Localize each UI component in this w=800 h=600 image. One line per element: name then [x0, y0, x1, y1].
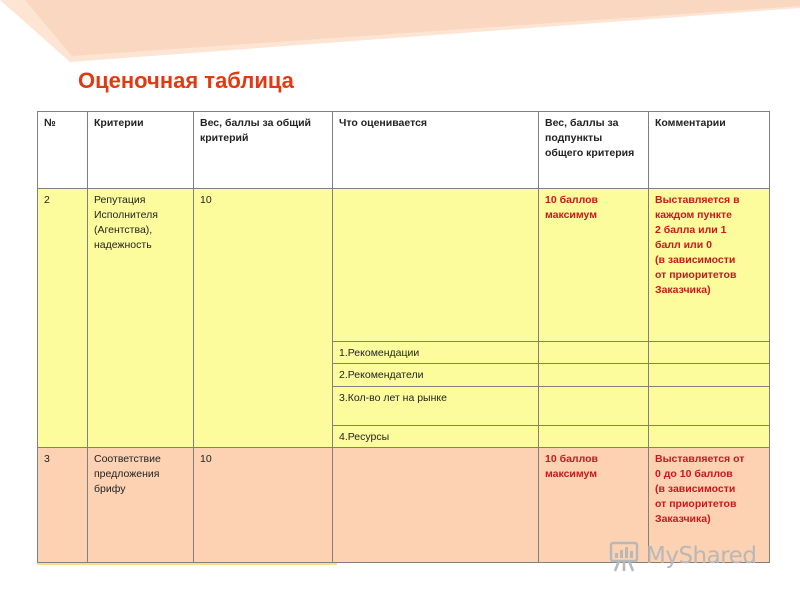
- empty-cell: [649, 342, 770, 364]
- section2-sub-weight: 10 баллов максимум: [539, 189, 649, 342]
- header-number: №: [38, 112, 88, 189]
- header-comments: Комментарии: [649, 112, 770, 189]
- subitem-cell: 1.Рекомендации: [333, 342, 539, 364]
- decorative-bottom-line: [37, 563, 337, 565]
- empty-cell: [539, 426, 649, 448]
- section2-criteria: Репутация Исполнителя (Агентства), надежность: [88, 189, 194, 448]
- empty-cell: [649, 364, 770, 387]
- header-criteria: Критерии: [88, 112, 194, 189]
- table-row: [38, 189, 770, 342]
- section2-what: [333, 189, 539, 342]
- presentation-board-icon: [607, 539, 641, 573]
- evaluation-table: [37, 111, 770, 563]
- header-sub-weight: Вес, баллы за подпункты общего критерия: [539, 112, 649, 189]
- section3-number: 3: [38, 448, 88, 563]
- empty-cell: [649, 426, 770, 448]
- header-what: Что оценивается: [333, 112, 539, 189]
- section3-criteria: Соответствие предложения брифу: [88, 448, 194, 563]
- section3-weight: 10: [194, 448, 333, 563]
- watermark-text: MyShared: [646, 543, 757, 569]
- header-weight: Вес, баллы за общий критерий: [194, 112, 333, 189]
- section2-number: 2: [38, 189, 88, 448]
- decorative-header-band: [0, 0, 800, 70]
- subitem-cell: 4.Ресурсы: [333, 426, 539, 448]
- slide-title: Оценочная таблица: [78, 68, 294, 93]
- section3-what: [333, 448, 539, 563]
- section3-comment: Выставляется от 0 до 10 баллов (в зависимости от приоритетов Заказчика): [649, 448, 770, 563]
- empty-cell: [539, 387, 649, 426]
- section2-comment: Выставляется в каждом пункте 2 балла или 1 балл или 0 (в зависимости от приоритетов Заказчика): [649, 189, 770, 342]
- section2-weight: 10: [194, 189, 333, 448]
- subitem-cell: 2.Рекомендатели: [333, 364, 539, 387]
- empty-cell: [649, 387, 770, 426]
- empty-cell: [539, 342, 649, 364]
- empty-cell: [539, 364, 649, 387]
- section3-sub-weight: 10 баллов максимум: [539, 448, 649, 563]
- header-row: [38, 112, 770, 189]
- watermark: [607, 536, 767, 576]
- subitem-cell: 3.Кол-во лет на рынке: [333, 387, 539, 426]
